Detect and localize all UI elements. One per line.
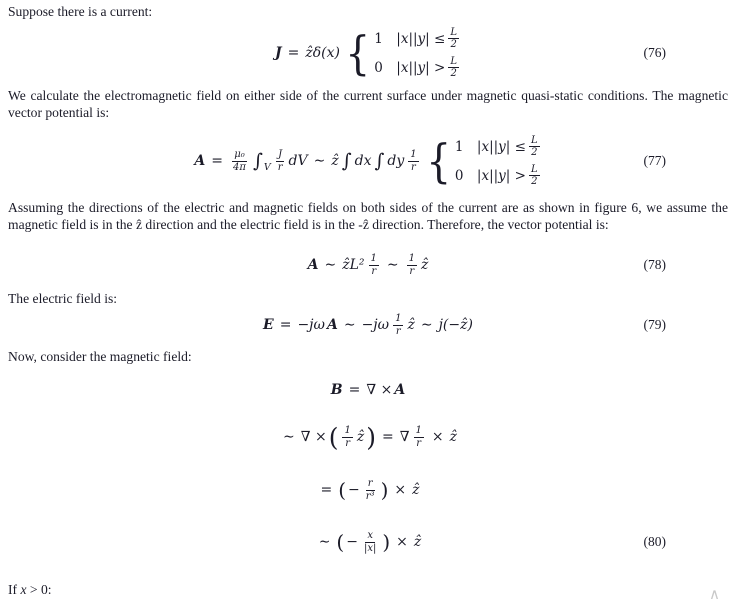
integral-dx [341,149,352,172]
zhat-term: ẑ [331,153,339,169]
zhat-delta-x: ẑδ(x) [305,45,340,61]
equation-number-77: (77) [643,153,666,168]
integral-sign: ∫ [374,149,385,172]
case-row-2 [455,164,543,188]
case-row-2 [374,56,462,80]
right-paren: ) [382,530,391,554]
fraction-numerator: L [450,55,457,67]
fraction-1-r [407,253,417,277]
integral-subscript-V: V [263,161,271,173]
fraction-numerator: 1 [370,253,377,264]
cases-group [343,27,462,80]
vector-A: A [326,317,338,333]
fraction-denominator: r [411,161,416,173]
case-condition: |x||y| > [396,59,446,76]
fraction-x-absx [362,530,378,554]
cross-product: × [431,429,444,445]
right-paren: ) [380,478,389,502]
fraction-numerator: L [450,26,457,38]
j-minus-zhat: j(−ẑ) [438,317,473,333]
left-paren: ( [336,530,345,554]
zhat-term: ẑ [407,317,415,333]
fraction-numerator: x [367,530,373,541]
fraction-1-r [393,313,403,337]
fraction-L-2 [529,164,540,188]
zhat-term: ẑ [356,429,365,445]
zhat-term: ẑ [421,257,429,273]
equation-curl-line3 [8,474,728,506]
case-value: 0 [454,167,464,184]
fraction-denominator: r [416,437,422,449]
vector-B: B [330,382,343,398]
fraction-numerator: 1 [408,253,415,264]
variable-x: x [20,582,27,597]
tilde-relation: ∼ [324,257,337,273]
condition-text: > 0: [26,582,52,597]
equation-curl-line2 [8,420,728,454]
dV-term: dV [288,153,308,169]
equals-sign: = [381,429,394,445]
tilde-relation: ∼ [386,257,399,273]
equation-77 [8,129,728,193]
equals-sign: = [287,45,300,61]
if-text: If [8,582,21,597]
equation-number-76: (76) [643,45,666,60]
equation-curl-line1 [8,381,728,399]
case-rows [374,27,462,80]
scroll-top-caret-icon[interactable]: ∧ [709,585,720,603]
case-condition: |x||y| ≤ [476,138,526,155]
case-rows [455,135,543,188]
paragraph-magnetic-field: Now, consider the magnetic field: [8,349,192,364]
integral-sign: ∫ [341,149,352,172]
fraction-denominator: |x| [363,542,377,554]
fraction-1-r [342,425,352,449]
nabla-cross: ∇ × [366,382,393,398]
vector-E: E [263,317,274,333]
fraction-denominator: 2 [531,147,538,158]
fraction-L-2 [448,27,459,51]
cross-product: × [394,482,407,498]
minus-sign: − [346,534,358,550]
fraction-1-r [408,149,418,173]
fraction-mu0-4pi [231,149,248,173]
integral-dy [374,149,385,172]
fraction-denominator: r³ [365,490,375,502]
fraction-numerator: 1 [410,149,417,160]
case-condition: |x||y| ≤ [396,30,446,47]
equals-sign: = [348,382,361,398]
fraction-denominator: 4π [233,161,246,173]
cases-group [424,135,543,188]
equation-number-79: (79) [643,317,666,332]
fraction-numerator: L [530,163,538,175]
minus-sign: − [348,482,360,498]
tilde-relation: ∼ [282,429,295,445]
case-row-1 [374,27,462,51]
fraction-r-r3 [364,478,377,502]
paragraph-quasistatic: We calculate the electromagnetic field on either side of the current surface under magnetic quasi-static conditions. The magnetic vector potential is: [8,88,728,120]
fraction-denominator: 2 [450,68,457,79]
fraction-numerator: 1 [415,425,422,436]
tilde-relation: ∼ [420,317,433,333]
vector-A: A [194,153,206,169]
volume-integral [252,149,271,173]
fraction-numerator: 1 [344,425,351,436]
fraction-numerator: 1 [395,313,402,324]
fraction-L-2 [529,135,540,159]
zhat-term: ẑ [449,429,457,445]
equals-sign: = [211,153,223,169]
dy-term: dy [387,153,405,169]
fraction-denominator: 2 [531,176,538,187]
fraction-numerator: L [530,134,538,146]
fraction-denominator: r [395,325,401,337]
paragraph-intro-current: Suppose there is a current: [8,4,153,19]
vector-J: J [275,45,282,61]
case-condition: |x||y| > [476,167,526,184]
case-value: 0 [374,59,383,76]
paragraph-field-directions: Assuming the directions of the electric and magnetic fields on both sides of the current are as shown in figure 6, we assume the magnetic field is in the ẑ direction and the electric field is in the -ẑ direction. Therefore, the vector potential is: [8,200,728,232]
tilde-relation: ∼ [318,534,331,550]
equation-number-78: (78) [643,257,666,272]
nabla-cross: ∇ × [300,429,327,445]
right-paren: ) [366,422,376,452]
equation-curl-line4 [8,526,728,558]
equation-78 [8,249,728,281]
fraction-denominator: 2 [450,39,457,50]
zhat-term: ẑ [412,482,420,498]
fraction-denominator: r [371,265,377,277]
integral-sign: ∫ [252,149,263,172]
nabla: ∇ [399,429,410,445]
equals-sign: = [279,317,292,333]
tilde-relation: ∼ [343,317,356,333]
case-row-1 [455,135,543,159]
fraction-denominator: r [345,437,351,449]
case-value: 1 [454,138,464,155]
dx-term: dx [354,153,372,169]
fraction-J-r [276,149,285,173]
equation-number-80: (80) [643,534,666,549]
fraction-denominator: r [409,265,415,277]
fraction-numerator: μ₀ [234,149,245,160]
left-brace: { [425,134,451,188]
equation-76 [8,24,728,82]
minus-j-omega: −jω [297,317,325,333]
paragraph-if-x-positive [8,581,728,598]
vector-A: A [394,382,406,398]
minus-j-omega: −jω [361,317,390,333]
case-value: 1 [374,30,383,47]
fraction-denominator: r [277,161,283,173]
fraction-1-r [414,425,424,449]
zhat-term: ẑ [413,534,422,550]
fraction-L-2 [448,56,459,80]
vector-A: A [307,257,319,273]
tilde-relation: ∼ [313,153,326,169]
left-paren: ( [338,478,347,502]
zhat-L-squared: ẑL² [342,257,365,273]
left-brace: { [345,26,371,80]
cross-product: × [396,534,408,550]
equals-sign: = [320,482,333,498]
paragraph-electric-field: The electric field is: [8,291,118,306]
left-paren: ( [328,422,339,452]
fraction-1-r [369,253,379,277]
fraction-numerator: J [278,149,283,160]
fraction-numerator: r [367,478,373,489]
equation-79 [8,309,728,341]
